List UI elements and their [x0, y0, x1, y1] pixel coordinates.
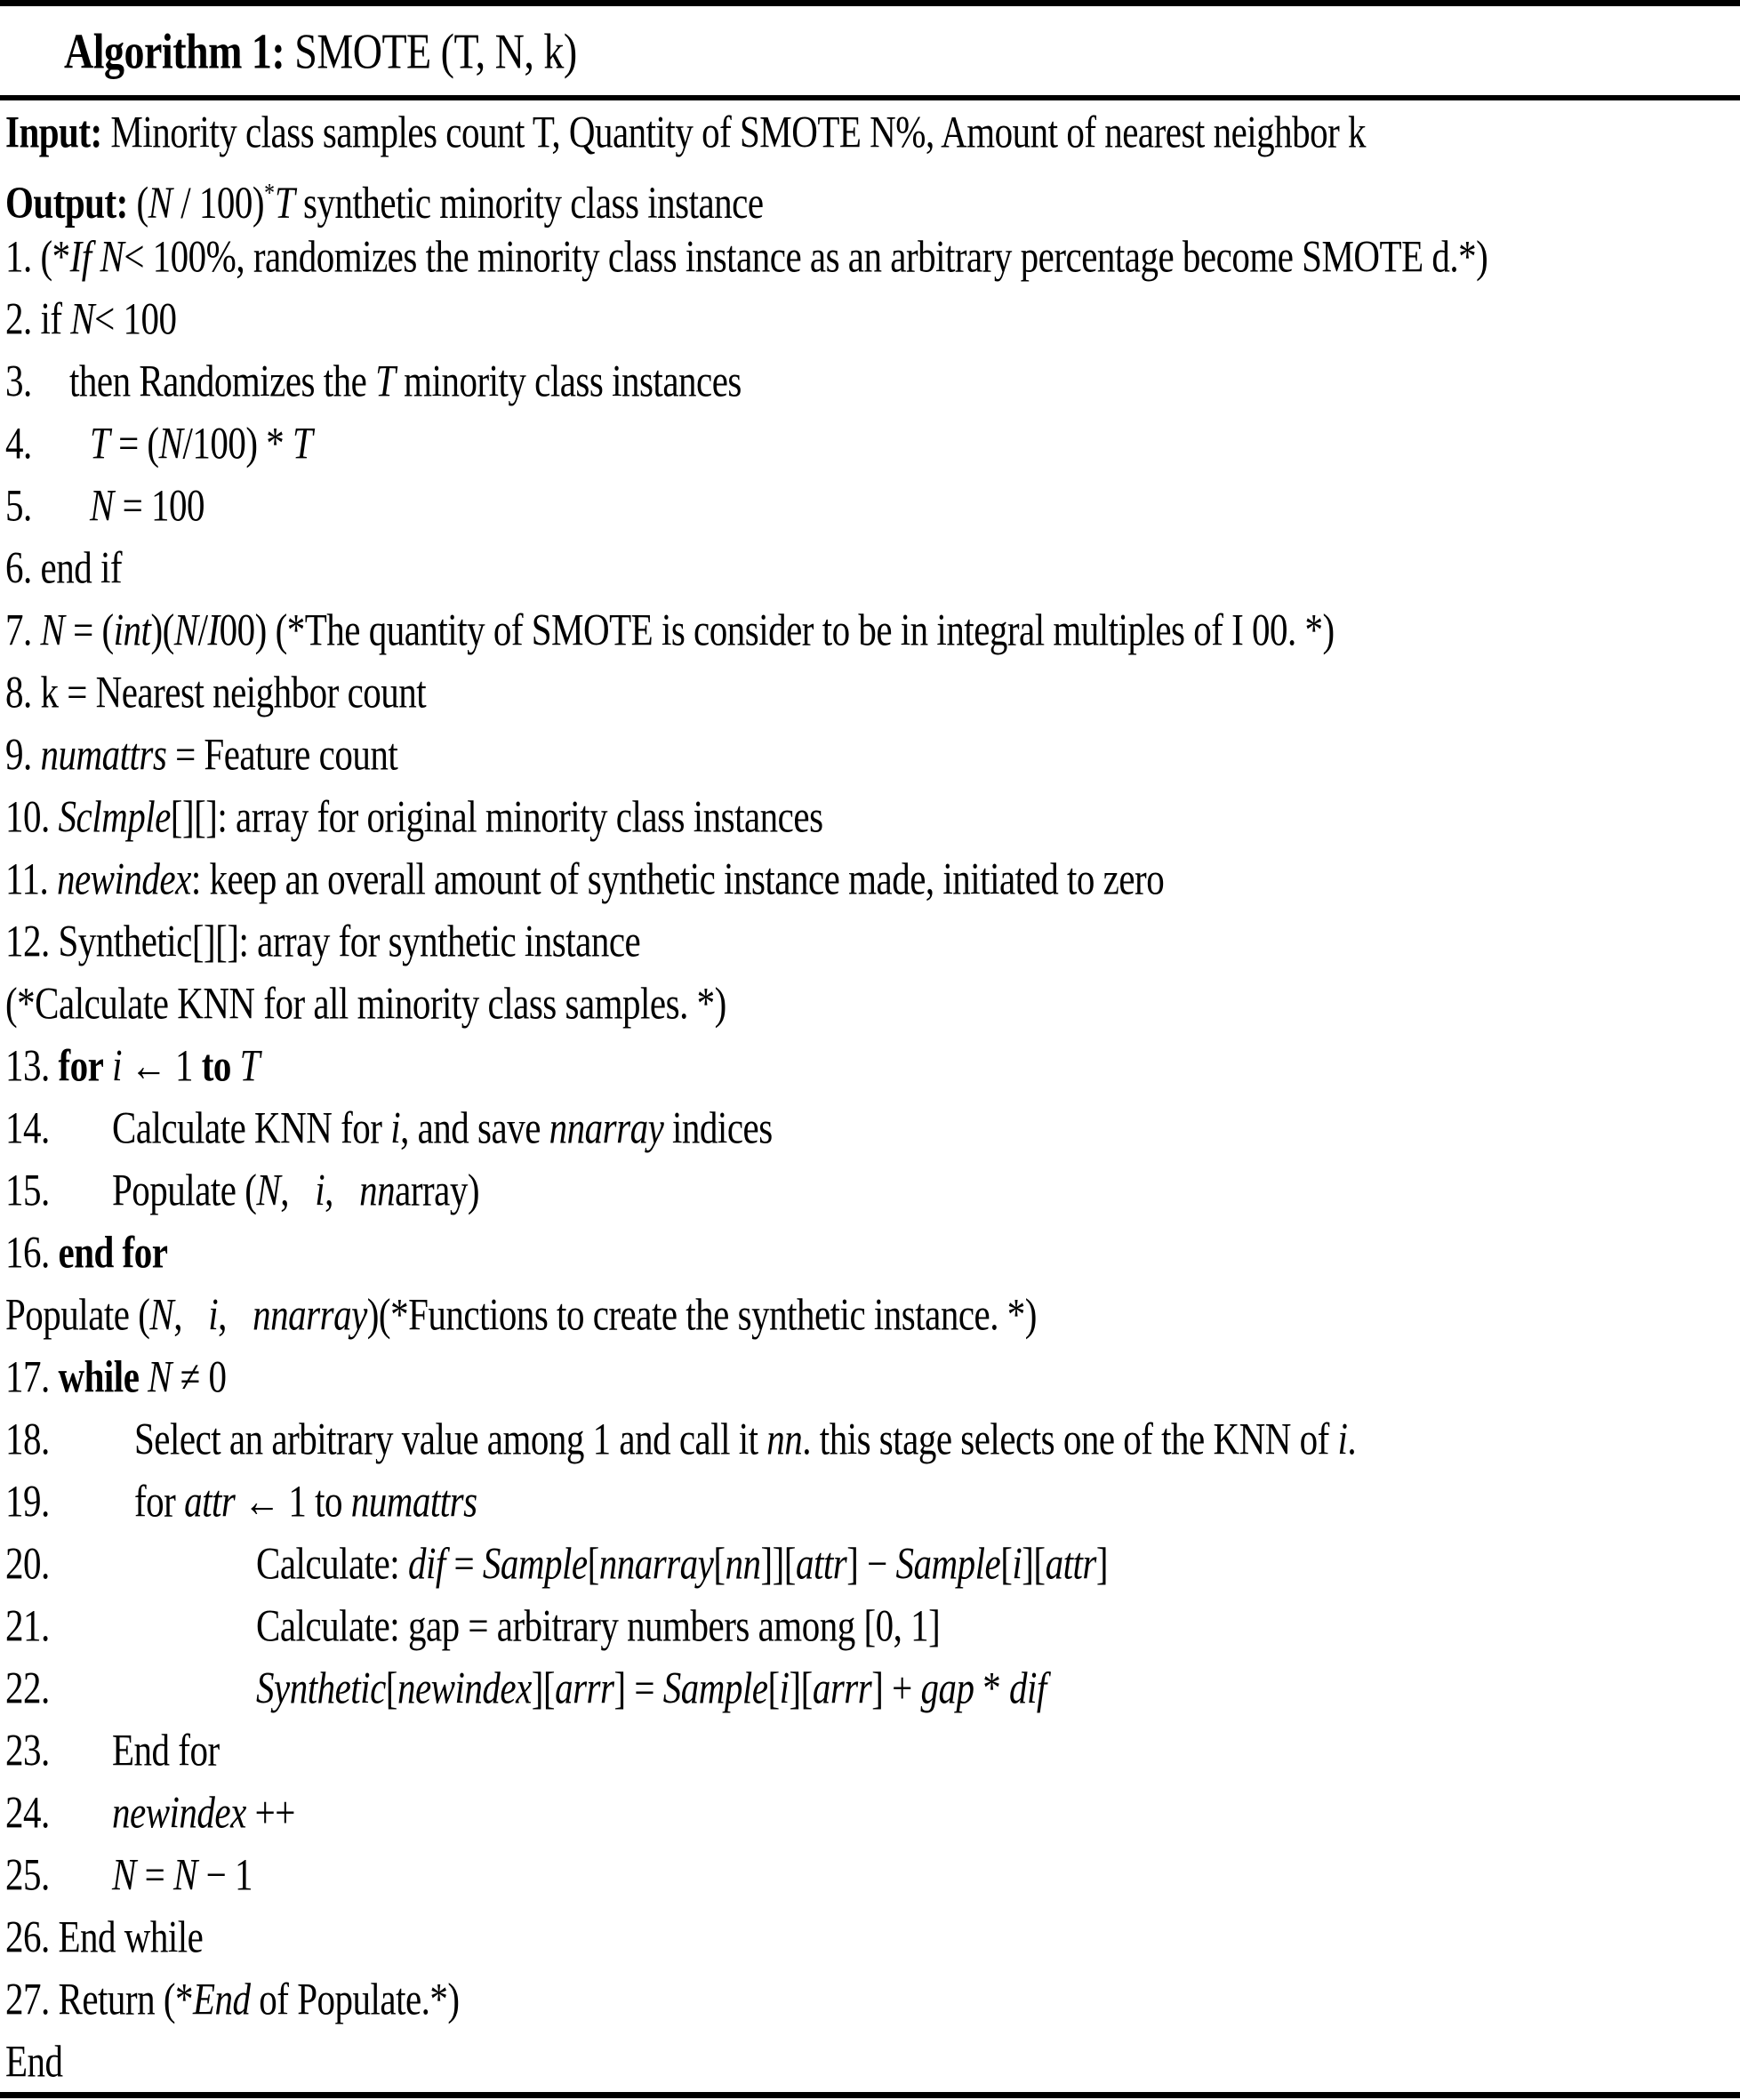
- text-segment: N: [256, 1164, 281, 1215]
- text-segment: N: [158, 417, 183, 469]
- text-segment: i: [315, 1164, 325, 1215]
- text-segment: ≠ 0: [172, 1351, 227, 1402]
- text-segment: End for: [112, 1724, 220, 1775]
- text-segment: synthetic minority class instance: [294, 176, 764, 228]
- text-segment: ,: [325, 1164, 360, 1215]
- line-number: 5.: [5, 479, 32, 531]
- text-segment: Input:: [5, 106, 102, 157]
- text-segment: 00) (*The quantity of SMOTE is consider to be in integral multiples of I 00. *): [219, 604, 1335, 655]
- text-segment: to: [201, 1039, 231, 1091]
- text-segment: Sample: [662, 1662, 768, 1713]
- text-segment: 6. end if: [5, 541, 122, 593]
- text-segment: If N: [69, 230, 124, 282]
- text-segment: (: [127, 176, 148, 228]
- line-number: 19.: [5, 1475, 50, 1527]
- text-segment: = (: [64, 604, 114, 655]
- text-segment: nnarray: [598, 1537, 714, 1589]
- text-segment: Sample: [482, 1537, 588, 1589]
- text-segment: < 100: [94, 293, 177, 344]
- line-number: 4.: [5, 417, 32, 469]
- text-segment: ] +: [871, 1662, 921, 1713]
- text-segment: Calculate: gap = arbitrary numbers among [0, 1]: [256, 1599, 941, 1651]
- text-segment: N: [148, 1351, 172, 1402]
- text-segment: *: [264, 179, 275, 209]
- text-segment: 26. End while: [5, 1911, 204, 1962]
- text-segment: ,: [280, 1164, 316, 1215]
- text-segment: . this stage selects one of the KNN of: [802, 1413, 1338, 1464]
- text-segment: N: [148, 176, 172, 228]
- text-segment: ] =: [613, 1662, 663, 1713]
- text-segment: 17.: [5, 1351, 59, 1402]
- text-segment: newindex: [56, 853, 191, 904]
- algorithm-caption-label: Algorithm 1:: [64, 22, 285, 79]
- text-segment: Populate (: [5, 1288, 150, 1340]
- text-segment: i: [1337, 1413, 1348, 1464]
- text-segment: dif: [1008, 1662, 1046, 1713]
- line-number: 14.: [5, 1102, 50, 1153]
- line-number: 20.: [5, 1537, 50, 1589]
- text-segment: 7.: [5, 604, 41, 655]
- text-segment: nn: [359, 1164, 396, 1215]
- text-segment: newindex: [112, 1786, 246, 1838]
- text-segment: .: [1347, 1413, 1357, 1464]
- line-number: 24.: [5, 1786, 50, 1838]
- text-segment: Synthetic: [256, 1662, 386, 1713]
- text-segment: numattrs: [350, 1475, 477, 1527]
- text-segment: / 100): [172, 176, 265, 228]
- text-segment: i: [112, 1039, 123, 1091]
- text-segment: ][: [1022, 1537, 1046, 1589]
- text-segment: : keep an overall amount of synthetic instance made, initiated to zero: [190, 853, 1165, 904]
- algorithm-caption-title: SMOTE (T, N, k): [285, 22, 577, 79]
- algorithm-caption-row: [0, 6, 1740, 95]
- text-segment: [: [1000, 1537, 1013, 1589]
- algorithm-line: [5, 2023, 1736, 2100]
- text-segment: ← 1 to: [235, 1475, 351, 1527]
- text-segment: = 100: [113, 479, 204, 531]
- text-segment: =: [445, 1537, 483, 1589]
- text-segment: nn: [725, 1537, 761, 1589]
- line-number: 15.: [5, 1164, 50, 1215]
- text-segment: T: [239, 1039, 260, 1091]
- line-number: 23.: [5, 1724, 50, 1775]
- text-segment: newindex: [397, 1662, 532, 1713]
- text-segment: Output:: [5, 176, 128, 228]
- text-segment: attr: [1045, 1537, 1096, 1589]
- text-segment: arrr: [812, 1662, 872, 1713]
- algorithm-lines: [0, 100, 1740, 2092]
- text-segment: )(*Functions to create the synthetic instance. *): [366, 1288, 1037, 1340]
- text-segment: minority class instances: [395, 355, 742, 406]
- line-number: 22.: [5, 1662, 50, 1713]
- text-segment: numattrs: [40, 728, 167, 780]
- text-segment: Select an arbitrary value among 1 and call it: [134, 1413, 767, 1464]
- text-segment: < 100%, randomizes the minority class instance as an arbitrary percentage become SMOTE d.*): [124, 230, 1488, 282]
- text-segment: nnarray: [549, 1102, 664, 1153]
- text-segment: [: [385, 1662, 397, 1713]
- text-segment: 9.: [5, 728, 41, 780]
- text-segment: 13.: [5, 1039, 59, 1091]
- text-segment: T: [375, 355, 396, 406]
- text-segment: 16.: [5, 1226, 59, 1278]
- text-segment: N: [112, 1848, 136, 1900]
- bottom-rule: [0, 2092, 1740, 2098]
- text-segment: ] −: [846, 1537, 896, 1589]
- text-segment: then Randomizes the: [69, 355, 376, 406]
- text-segment: end for: [58, 1226, 168, 1278]
- text-segment: [139, 1351, 148, 1401]
- text-segment: gap: [920, 1662, 974, 1713]
- text-segment: N: [40, 604, 65, 655]
- text-segment: for: [134, 1475, 185, 1527]
- text-segment: attr: [795, 1537, 847, 1589]
- line-number: 25.: [5, 1848, 50, 1900]
- text-segment: arrr: [555, 1662, 614, 1713]
- text-segment: [][]: array for original minority class instances: [170, 790, 823, 842]
- text-segment: i: [1012, 1537, 1022, 1589]
- text-segment: N: [172, 1848, 197, 1900]
- text-segment: ++: [245, 1786, 295, 1838]
- text-segment: End: [193, 1973, 251, 2024]
- text-segment: for: [58, 1039, 104, 1091]
- text-segment: I: [207, 604, 220, 655]
- line-number: 21.: [5, 1599, 50, 1651]
- text-segment: Sclmple: [58, 790, 171, 842]
- text-segment: Minority class samples count T, Quantity of SMOTE N%, Amount of nearest neighbor k: [101, 106, 1367, 157]
- text-segment: ]: [1095, 1537, 1108, 1589]
- text-segment: ← 1: [122, 1039, 202, 1091]
- text-segment: [: [587, 1537, 599, 1589]
- text-segment: (*Calculate KNN for all minority class samples. *): [5, 977, 726, 1029]
- text-segment: 12. Synthetic[][]: array for synthetic instance: [5, 915, 641, 966]
- text-segment: [231, 1039, 240, 1090]
- text-segment: i: [779, 1662, 790, 1713]
- text-segment: Calculate:: [256, 1537, 408, 1589]
- line-number: 18.: [5, 1413, 50, 1464]
- text-segment: ]][: [760, 1537, 796, 1589]
- text-segment: nnarray: [253, 1288, 367, 1340]
- text-segment: N: [70, 293, 95, 344]
- text-segment: , and save: [400, 1102, 549, 1153]
- text-segment: ,: [173, 1288, 209, 1340]
- text-segment: ][: [531, 1662, 556, 1713]
- text-segment: T: [90, 417, 110, 469]
- text-segment: Sample: [895, 1537, 1001, 1589]
- text-segment: )(: [150, 604, 174, 655]
- text-segment: [: [713, 1537, 726, 1589]
- text-segment: Calculate KNN for: [112, 1102, 391, 1153]
- text-segment: ][: [789, 1662, 813, 1713]
- text-segment: N: [90, 479, 114, 531]
- text-segment: 10.: [5, 790, 59, 842]
- text-segment: N: [173, 604, 198, 655]
- text-segment: nn: [766, 1413, 803, 1464]
- text-segment: while: [58, 1351, 140, 1402]
- text-segment: 11.: [5, 853, 57, 904]
- text-segment: *: [974, 1662, 1009, 1713]
- line-number: 3.: [5, 355, 32, 406]
- text-segment: /100) *: [182, 417, 293, 469]
- text-segment: =: [135, 1848, 173, 1900]
- text-segment: 27. Return (*: [5, 1973, 193, 2024]
- text-segment: = Feature count: [166, 728, 398, 780]
- text-segment: ,: [218, 1288, 253, 1340]
- text-segment: of Populate.*): [250, 1973, 460, 2024]
- text-segment: i: [208, 1288, 219, 1340]
- text-segment: indices: [663, 1102, 773, 1153]
- text-segment: T: [274, 176, 295, 228]
- text-segment: T: [293, 417, 313, 469]
- text-segment: 2. if: [5, 293, 71, 344]
- text-segment: End: [5, 2035, 63, 2087]
- text-segment: − 1: [196, 1848, 253, 1900]
- text-segment: 1. (*: [5, 230, 70, 282]
- text-segment: [103, 1039, 112, 1090]
- text-segment: dif: [407, 1537, 445, 1589]
- text-segment: /: [197, 604, 208, 655]
- text-segment: int: [113, 604, 151, 655]
- text-segment: N: [149, 1288, 174, 1340]
- text-segment: = (: [109, 417, 159, 469]
- text-segment: i: [390, 1102, 401, 1153]
- text-segment: 8. k = Nearest neighbor count: [5, 666, 427, 717]
- text-segment: attr: [184, 1475, 236, 1527]
- text-segment: Populate (: [112, 1164, 257, 1215]
- text-segment: array): [395, 1164, 480, 1215]
- text-segment: [: [767, 1662, 780, 1713]
